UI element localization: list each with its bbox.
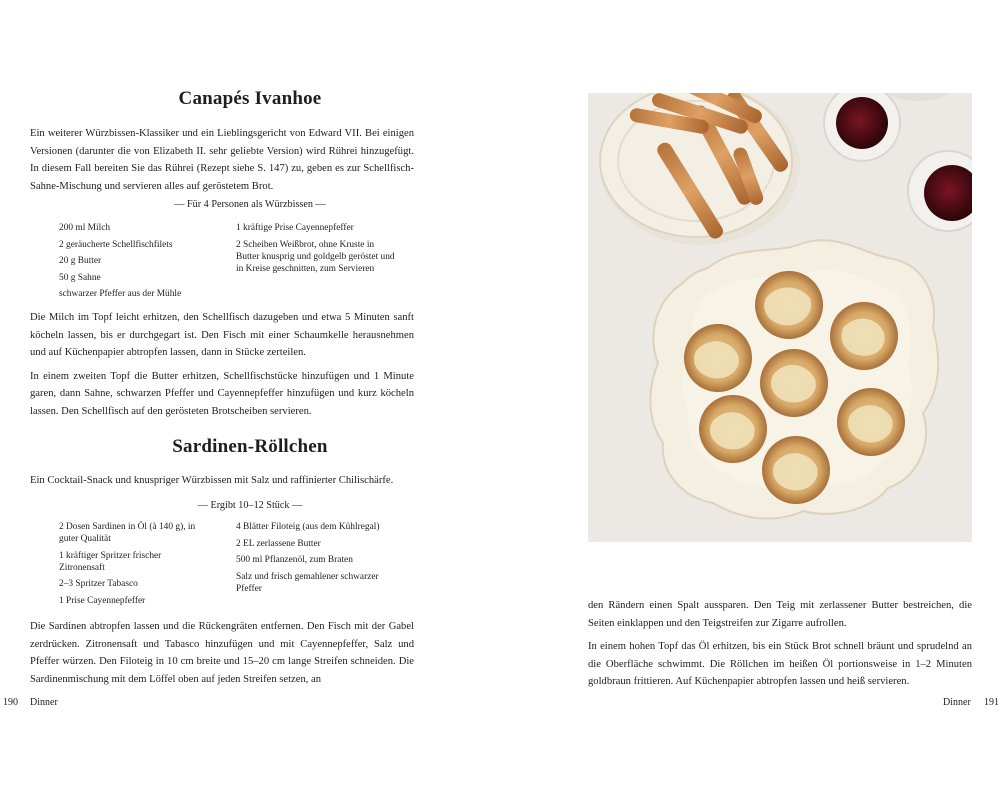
ingredient: 2 EL zerlassene Butter	[236, 538, 321, 549]
recipe1-intro-text: Ein weiterer Würzbissen-Klassiker und ein Lieblingsgericht von Edward VII. Bei einigen Versionen (darunter die von Elizabeth II. sehr geliebte Version) wird Rührei hinzugefügt. In diesem Fall bereiten Sie das Rührei (Rezept siehe S. 147) zu, geben es zur Schellfisch-Sahne-Mischung und servieren alles auf geröstetem Brot.	[30, 128, 414, 192]
ingredient: 20 g Butter	[59, 256, 102, 266]
recipe1-ingredients-right	[236, 222, 396, 279]
page-number-right: 191	[984, 697, 999, 708]
recipe2-ingredients-right	[236, 521, 386, 599]
recipe2-method-continued	[588, 597, 972, 691]
recipe1-intro	[30, 125, 414, 195]
recipe2-serves: — Ergibt 10–12 Stück —	[197, 500, 303, 511]
recipe1-ingredients-left	[59, 222, 229, 305]
food-photo	[588, 93, 972, 542]
recipe2-intro	[30, 472, 414, 490]
recipe1-serves: — Für 4 Personen als Würzbissen —	[174, 199, 326, 210]
food-photo-illustration	[588, 93, 972, 542]
plate-canapes	[650, 240, 938, 518]
method-step: Die Milch im Topf leicht erhitzen, den Schellfisch dazugeben und etwa 5 Minuten sanft köcheln lassen, bis er durchgegart ist. Den Fisch mit einer Schaumkelle herausnehmen und auf Küchenpapier abtropfen lassen, dann in Stücke zerteilen.	[30, 312, 414, 358]
method-step: In einem zweiten Topf die Butter erhitzen, Schellfischstücke hinzufügen und 1 Minute garen, dann Sahne, schwarzen Pfeffer und Cayennepfeffer hinzufügen und kurz köcheln lassen. Den Schellfisch auf den gerösteten Brotscheiben servieren.	[30, 370, 414, 417]
ingredient: 2 geräucherte Schellfischfilets	[59, 239, 173, 250]
ingredient: 2–3 Spritzer Tabasco	[59, 579, 138, 589]
ingredient: Salz und frisch gemahlener schwarzer Pfeffer	[236, 571, 379, 594]
ingredient: 50 g Sahne	[59, 272, 101, 283]
recipe2-ingredients-left	[59, 521, 209, 611]
recipe1-method	[30, 309, 414, 420]
method-step: In einem hohen Topf das Öl erhitzen, bis ein Stück Brot schnell bräunt und sprudelnd an die Oberfläche schwimmt. Die Röllchen im heißen Öl portionsweise in 1–2 Minuten goldbraun frittieren. Auf Küchenpapier abtropfen lassen und heiß servieren.	[588, 641, 972, 687]
method-step: Die Sardinen abtropfen lassen und die Rückengräten entfernen. Den Fisch mit der Gabel zerdrücken. Zitronensaft und Tabasco hinzufügen und mit Cayennepfeffer, Salz und Pfeffer würzen. Den Filoteig in 10 cm breite und 15–20 cm lange Streifen schneiden. Die Sardinenmischung mit dem Löffel oben auf jeden Streifen setzen, an	[30, 621, 414, 685]
ingredient: 2 Dosen Sardinen in Öl (à 140 g), in guter Qualität	[59, 522, 196, 544]
ingredient: 200 ml Milch	[59, 223, 111, 233]
ingredient: schwarzer Pfeffer aus der Mühle	[59, 289, 182, 299]
running-footer-left: Dinner	[30, 697, 58, 708]
ingredient: 1 Prise Cayennepfeffer	[59, 595, 146, 606]
running-footer-right: Dinner	[943, 697, 971, 708]
recipe2-intro-text: Ein Cocktail-Snack und knuspriger Würzbissen mit Salz und raffinierter Chilischärfe.	[30, 475, 394, 486]
recipe-title-sardinen: Sardinen-Röllchen	[172, 436, 328, 457]
recipe2-method	[30, 618, 414, 688]
ingredient: 4 Blätter Filoteig (aus dem Kühlregal)	[236, 522, 380, 532]
ingredient: 500 ml Pflanzenöl, zum Braten	[236, 555, 353, 565]
page-number-left: 190	[3, 697, 18, 708]
ingredient: 2 Scheiben Weißbrot, ohne Kruste in Butter knusprig und goldgelb geröstet und in Kreise geschnitten, zum Servieren	[236, 239, 395, 274]
ingredient: 1 kräftige Prise Cayennepfeffer	[236, 223, 354, 233]
recipe-title-canapes: Canapés Ivanhoe	[178, 88, 322, 109]
method-step: den Rändern einen Spalt aussparen. Den Teig mit zerlassener Butter bestreichen, die Seiten einklappen und den Teigstreifen zur Zigarre aufrollen.	[588, 600, 972, 629]
ingredient: 1 kräftiger Spritzer frischer Zitronensaft	[59, 550, 162, 573]
